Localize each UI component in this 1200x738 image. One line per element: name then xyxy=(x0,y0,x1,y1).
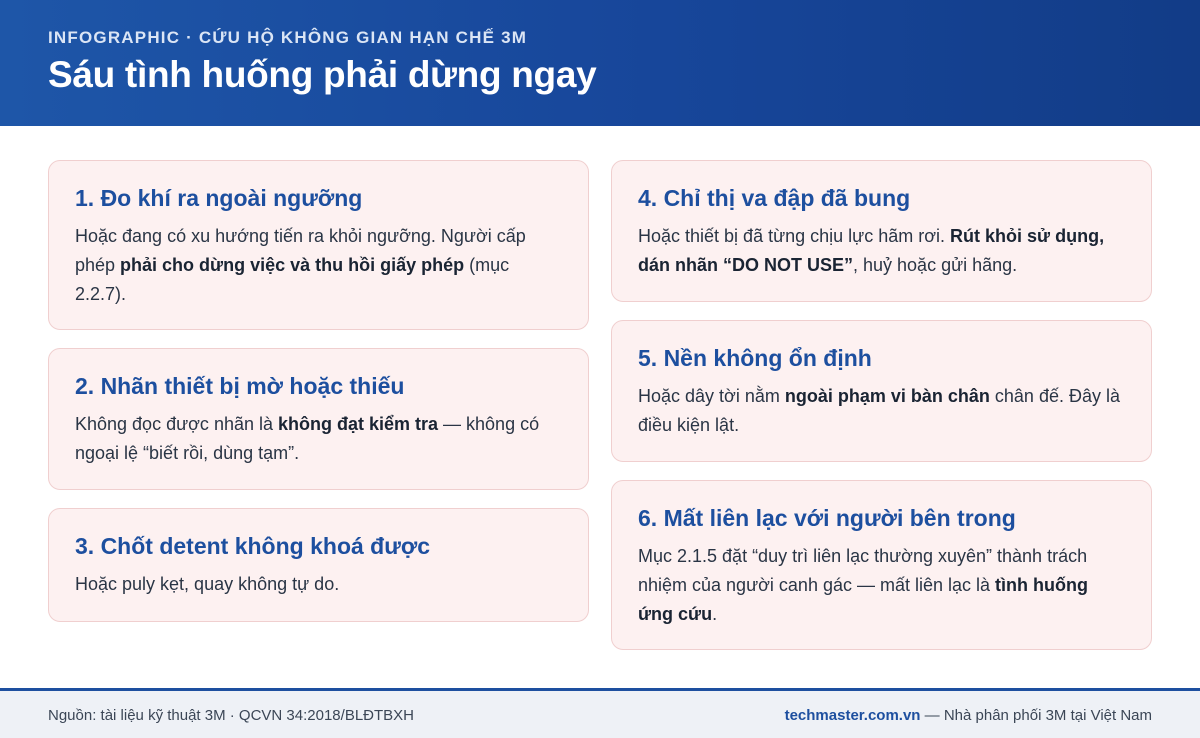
card-body-text: Không đọc được nhãn là xyxy=(75,414,278,434)
card-body-emphasis: ngoài phạm vi bàn chân xyxy=(784,386,990,406)
card-body-text: — không có ngoại lệ “biết rồi, dùng tạm”. xyxy=(75,414,540,463)
card-body-text: Mục 2.1.5 đặt “duy trì liên lạc thường xuyên” thành trách nhiệm của người canh gác — mất liên lạc là xyxy=(638,546,1088,595)
card-body xyxy=(638,222,1125,280)
card-body xyxy=(75,570,562,599)
card-body-emphasis: không đạt kiểm tra xyxy=(278,414,439,434)
card-title: 6. Mất liên lạc với người bên trong xyxy=(638,505,1016,531)
situation-card-3 xyxy=(48,508,589,622)
situation-card-5 xyxy=(611,320,1152,462)
card-body-emphasis: phải cho dừng việc và thu hồi giấy phép xyxy=(120,255,465,275)
card-body-text: Hoặc dây tời nằm xyxy=(638,386,785,406)
footer-credit xyxy=(785,707,1152,724)
header-kicker: INFOGRAPHIC · CỨU HỘ KHÔNG GIAN HẠN CHẾ 3M xyxy=(48,28,528,47)
card-body-text: Hoặc thiết bị đã từng chịu lực hãm rơi. xyxy=(638,226,951,246)
card-title: 3. Chốt detent không khoá được xyxy=(75,533,431,559)
page-title: Sáu tình huống phải dừng ngay xyxy=(48,54,597,95)
card-title: 2. Nhãn thiết bị mờ hoặc thiếu xyxy=(75,373,405,399)
card-body xyxy=(638,382,1125,440)
situation-card-6 xyxy=(611,480,1152,650)
card-title: 5. Nền không ổn định xyxy=(638,345,872,371)
situation-card-1 xyxy=(48,160,589,330)
card-title: 1. Đo khí ra ngoài ngưỡng xyxy=(75,185,363,211)
card-body-text: (mục 2.2.7). xyxy=(75,255,510,304)
card-body-text: . xyxy=(712,604,718,624)
situation-card-4 xyxy=(611,160,1152,302)
card-body-emphasis: Rút khỏi sử dụng, dán nhãn “DO NOT USE” xyxy=(638,226,1105,275)
card-title: 4. Chỉ thị va đập đã bung xyxy=(638,185,911,211)
card-body xyxy=(75,410,562,468)
footer-tagline: — Nhà phân phối 3M tại Việt Nam xyxy=(920,707,1152,724)
card-body-text: Hoặc puly kẹt, quay không tự do. xyxy=(75,574,340,594)
footer-site-link[interactable]: techmaster.com.vn xyxy=(784,707,921,724)
card-body-emphasis: tình huống ứng cứu xyxy=(638,575,1088,624)
card-body-text: chân đế. Đây là điều kiện lật. xyxy=(638,386,1120,435)
header-banner xyxy=(0,0,1200,126)
card-body xyxy=(75,222,562,309)
card-body xyxy=(638,542,1125,629)
footer-source: Nguồn: tài liệu kỹ thuật 3M · QCVN 34:2018/BLĐTBXH xyxy=(48,707,415,724)
situation-card-2 xyxy=(48,348,589,490)
card-body-text: Hoặc đang có xu hướng tiến ra khỏi ngưỡng. Người cấp phép xyxy=(75,226,526,275)
footer-bar xyxy=(0,688,1200,738)
card-body-text: , huỷ hoặc gửi hãng. xyxy=(853,255,1018,275)
